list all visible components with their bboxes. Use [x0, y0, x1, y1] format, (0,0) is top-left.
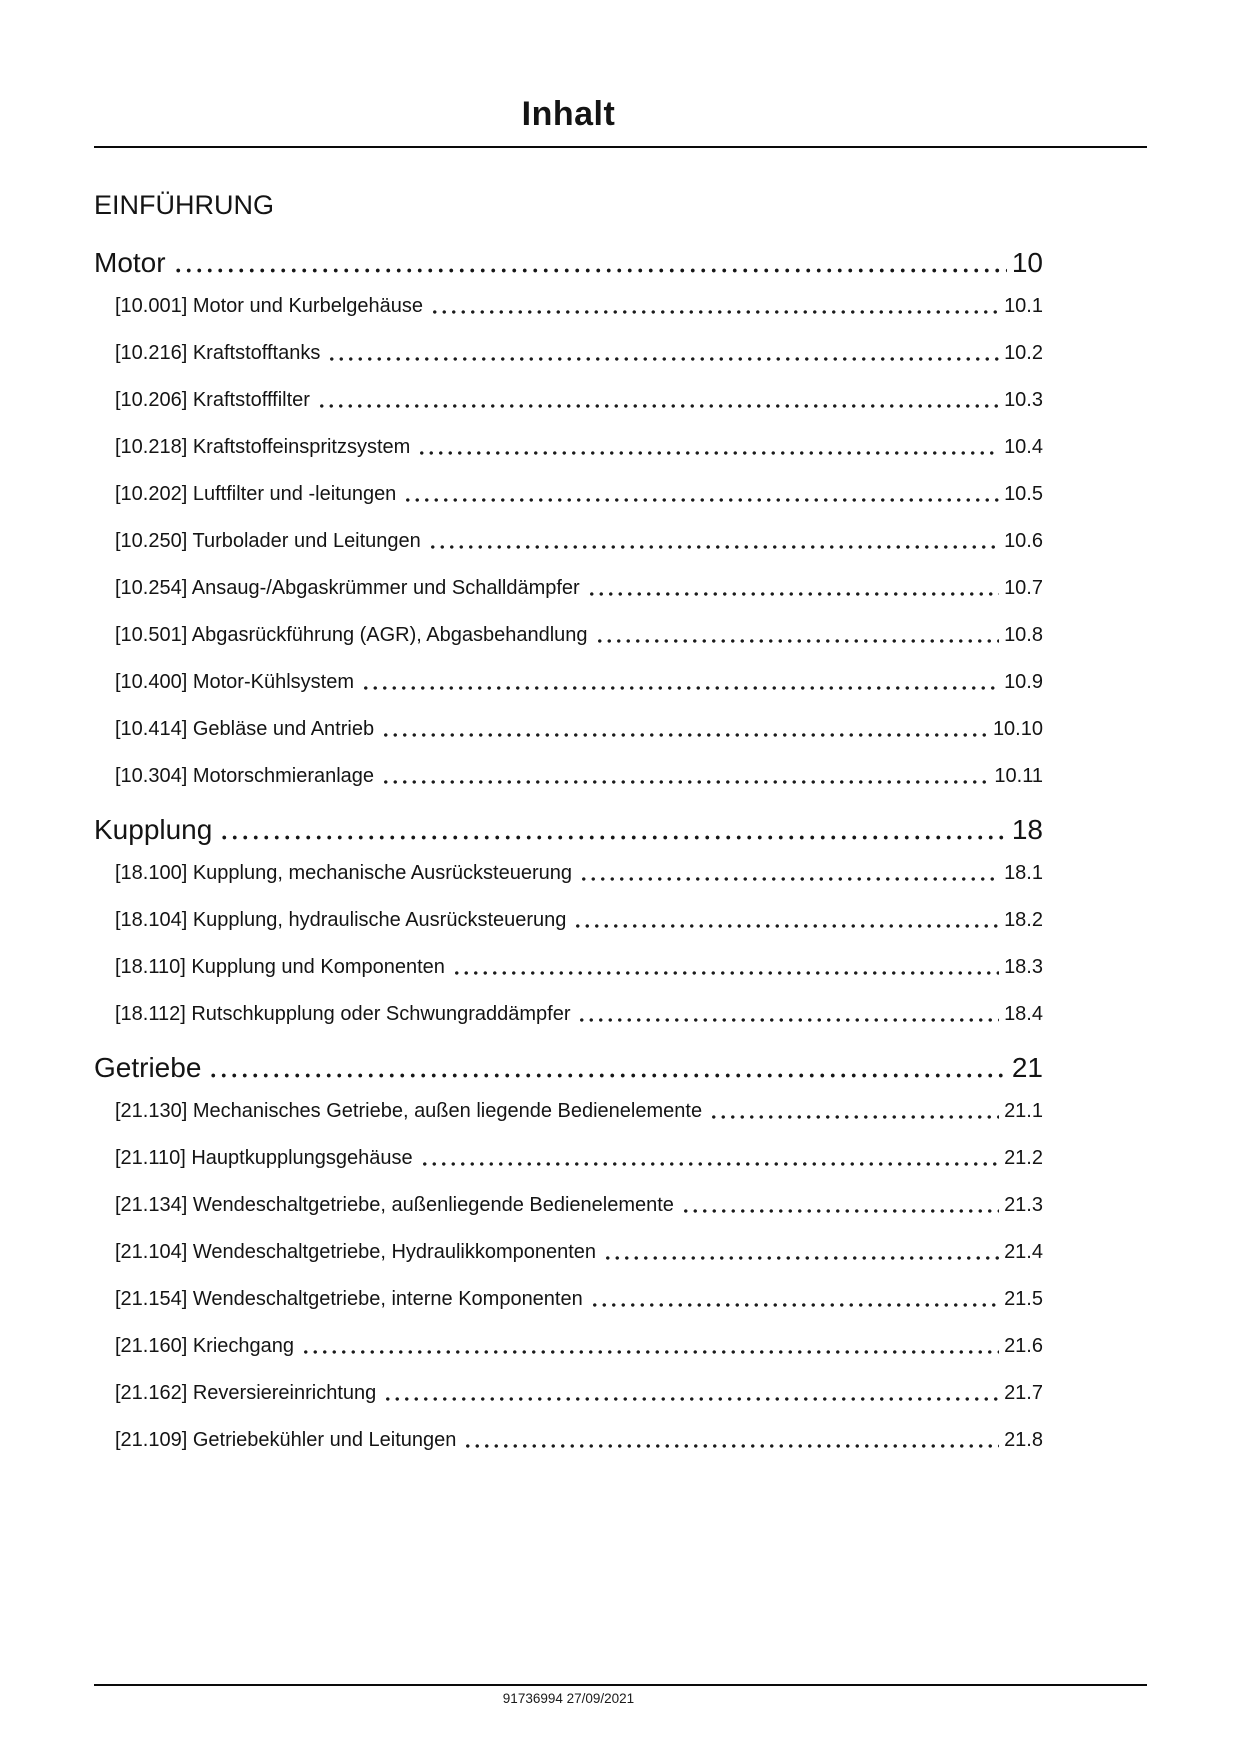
entry-page-number: 18.1 [1004, 861, 1043, 884]
entry-page-number: 10.11 [994, 764, 1043, 787]
footer-text: 91736994 27/09/2021 [502, 1691, 635, 1706]
entry-label: [21.130] Mechanisches Getriebe, außen liegende Bedienelemente [115, 1099, 703, 1122]
toc-entry[interactable] [115, 624, 1043, 647]
entry-label: [10.202] Luftfilter und -leitungen [115, 482, 397, 505]
dot-leader [573, 924, 999, 928]
dot-leader [577, 1018, 999, 1022]
entry-page-number: 10.9 [1004, 670, 1043, 693]
entry-label: [21.104] Wendeschaltgetriebe, Hydraulikkomponenten [115, 1240, 597, 1263]
section-heading-row[interactable] [94, 814, 1043, 846]
entry-label: [10.206] Kraftstofffilter [115, 388, 310, 411]
toc-sections [94, 247, 1147, 1452]
entry-page-number: 10.5 [1004, 482, 1043, 505]
toc-entry[interactable] [115, 436, 1043, 459]
entry-page-number: 10.2 [1004, 341, 1043, 364]
dot-leader [587, 592, 999, 596]
dot-leader [417, 451, 999, 455]
toc-section [94, 814, 1147, 1026]
entry-page-number: 21.4 [1004, 1240, 1043, 1263]
toc-entry[interactable] [115, 1382, 1043, 1405]
dot-leader [361, 686, 999, 690]
toc-entry[interactable] [115, 1429, 1043, 1452]
entry-label: [18.104] Kupplung, hydraulische Ausrücksteuerung [115, 908, 567, 931]
toc-entry[interactable] [115, 718, 1043, 741]
entry-page-number: 21.1 [1004, 1099, 1043, 1122]
toc-section [94, 247, 1147, 788]
toc-entry[interactable] [115, 862, 1043, 885]
entry-label: [10.304] Motorschmieranlage [115, 764, 375, 787]
dot-leader [709, 1115, 999, 1119]
section-title: Getriebe [94, 1051, 202, 1083]
entry-page-number: 18.2 [1004, 908, 1043, 931]
dot-leader [381, 733, 988, 737]
entry-label: [21.134] Wendeschaltgetriebe, außenliegende Bedienelemente [115, 1193, 674, 1216]
entry-label: [21.110] Hauptkupplungsgehäuse [115, 1146, 413, 1169]
entry-page-number: 21.7 [1004, 1381, 1043, 1404]
entry-label: [10.254] Ansaug-/Abgaskrümmer und Schalldämpfer [115, 576, 580, 599]
toc-entry[interactable] [115, 1100, 1043, 1123]
entry-page-number: 21.5 [1004, 1287, 1043, 1310]
intro-heading: EINFÜHRUNG [94, 189, 274, 220]
entry-page-number: 10.7 [1004, 576, 1043, 599]
dot-leader [208, 1073, 1006, 1078]
entry-label: [10.250] Turbolader und Leitungen [115, 529, 421, 552]
entry-page-number: 18.4 [1004, 1002, 1043, 1025]
dot-leader [301, 1350, 999, 1354]
toc-entry[interactable] [115, 1003, 1043, 1026]
dot-leader [452, 971, 999, 975]
entry-page-number: 10.6 [1004, 529, 1043, 552]
toc-entry[interactable] [115, 765, 1043, 788]
entry-label: [18.110] Kupplung und Komponenten [115, 955, 445, 978]
dot-leader [383, 1397, 999, 1401]
entry-label: [21.162] Reversiereinrichtung [115, 1381, 377, 1404]
dot-leader [590, 1303, 999, 1307]
dot-leader [681, 1209, 999, 1213]
section-heading-row[interactable] [94, 247, 1043, 279]
page-content [0, 94, 1241, 1452]
dot-leader [430, 310, 999, 314]
toc-entry[interactable] [115, 956, 1043, 979]
entry-label: [21.160] Kriechgang [115, 1334, 295, 1357]
toc-entry[interactable] [115, 1147, 1043, 1170]
entry-label: [10.218] Kraftstoffeinspritzsystem [115, 435, 411, 458]
dot-leader [403, 498, 999, 502]
dot-leader [420, 1162, 999, 1166]
entry-label: [10.001] Motor und Kurbelgehäuse [115, 294, 423, 317]
toc-entry[interactable] [115, 389, 1043, 412]
dot-leader [579, 877, 999, 881]
entry-label: [10.400] Motor-Kühlsystem [115, 670, 354, 693]
entry-page-number: 10.8 [1004, 623, 1043, 646]
page-footer [94, 1684, 1147, 1706]
entry-label: [10.414] Gebläse und Antrieb [115, 717, 375, 740]
dot-leader [327, 357, 999, 361]
toc-entry[interactable] [115, 483, 1043, 506]
entry-label: [10.501] Abgasrückführung (AGR), Abgasbehandlung [115, 623, 588, 646]
toc-entry[interactable] [115, 909, 1043, 932]
toc-entry[interactable] [115, 342, 1043, 365]
section-page-number: 18 [1011, 813, 1043, 845]
dot-leader [595, 639, 1000, 643]
dot-leader [381, 780, 989, 784]
dot-leader [463, 1444, 999, 1448]
toc-entry[interactable] [115, 577, 1043, 600]
toc-entry[interactable] [115, 1241, 1043, 1264]
entry-label: [10.216] Kraftstofftanks [115, 341, 321, 364]
section-page-number: 21 [1011, 1051, 1043, 1083]
toc-section [94, 1052, 1147, 1452]
footer-divider [94, 1684, 1147, 1686]
entry-page-number: 10.10 [992, 717, 1043, 740]
entry-page-number: 21.6 [1004, 1334, 1043, 1357]
entry-label: [18.100] Kupplung, mechanische Ausrücksteuerung [115, 861, 572, 884]
entry-page-number: 10.3 [1004, 388, 1043, 411]
toc-entry[interactable] [115, 1288, 1043, 1311]
entry-page-number: 21.3 [1004, 1193, 1043, 1216]
entry-page-number: 21.2 [1004, 1146, 1043, 1169]
entry-label: [21.109] Getriebekühler und Leitungen [115, 1428, 457, 1451]
toc-entry[interactable] [115, 295, 1043, 318]
dot-leader [317, 404, 999, 408]
toc-entry[interactable] [115, 1335, 1043, 1358]
section-heading-row[interactable] [94, 1052, 1043, 1084]
toc-entry[interactable] [115, 1194, 1043, 1217]
toc-entry[interactable] [115, 671, 1043, 694]
entry-page-number: 10.4 [1004, 435, 1043, 458]
entry-label: [18.112] Rutschkupplung oder Schwungraddämpfer [115, 1002, 571, 1025]
dot-leader [219, 835, 1007, 840]
entry-page-number: 10.1 [1004, 294, 1043, 317]
section-title: Kupplung [94, 813, 213, 845]
entry-page-number: 18.3 [1004, 955, 1043, 978]
toc-entry[interactable] [115, 530, 1043, 553]
dot-leader [173, 268, 1007, 273]
page-title: Inhalt [521, 95, 616, 133]
dot-leader [603, 1256, 999, 1260]
dot-leader [428, 545, 999, 549]
section-page-number: 10 [1011, 246, 1043, 278]
header-divider [94, 146, 1147, 148]
title-block [94, 94, 1043, 135]
section-title: Motor [94, 246, 166, 278]
entry-label: [21.154] Wendeschaltgetriebe, interne Komponenten [115, 1287, 583, 1310]
entry-page-number: 21.8 [1004, 1428, 1043, 1451]
